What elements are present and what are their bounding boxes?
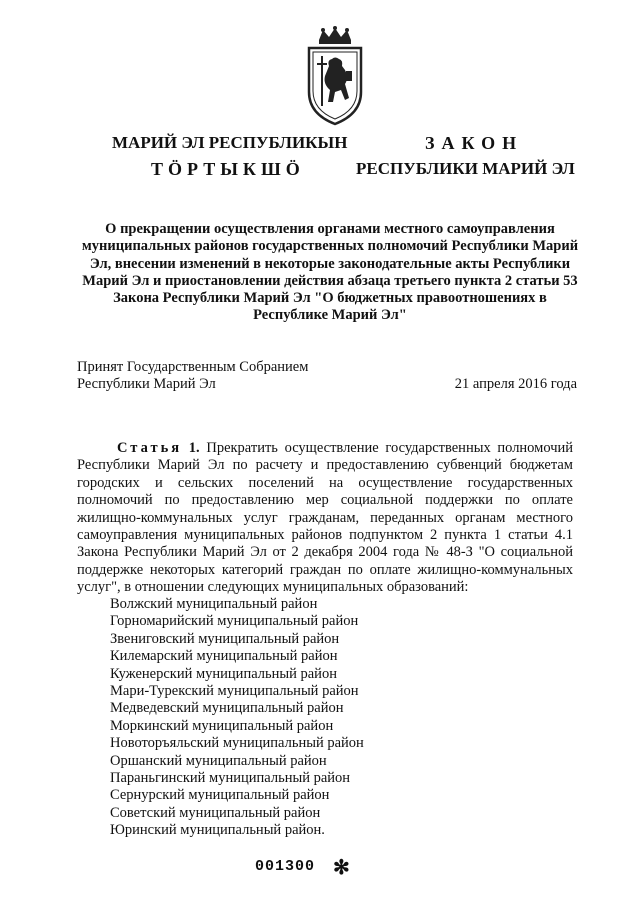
law-title: О прекращении осуществления органами местного самоуправления муниципальных районов государственных полномочий Республики Марий Эл, внесении изменений в некоторые законодательные акты Республики Марий Эл и приостановлении действия абзаца третьего пункта 2 статьи 53 Закона Республики Марий Эл "О бюджетных правоотношениях в Республике Марий Эл" bbox=[81, 221, 579, 324]
list-item: Юринский муниципальный район. bbox=[110, 822, 325, 839]
header-left-line2: ТӦРТЫКШӦ bbox=[151, 159, 305, 179]
list-item: Параньгинский муниципальный район bbox=[110, 770, 351, 787]
list-item: Волжский муниципальный район bbox=[110, 596, 318, 612]
list-item: Куженерский муниципальный район bbox=[110, 665, 337, 682]
article-heading-number: 1. bbox=[188, 440, 200, 456]
list-item: Новоторъяльский муниципальный район bbox=[110, 735, 364, 752]
header-left-line1: МАРИЙ ЭЛ РЕСПУБЛИКЫН bbox=[112, 133, 348, 152]
article-1 bbox=[77, 440, 573, 597]
adopted-line1 bbox=[77, 358, 577, 376]
adopted-line2 bbox=[77, 375, 577, 393]
list-item: Сернурский муниципальный район bbox=[110, 787, 330, 804]
header-right-line2: РЕСПУБЛИКИ МАРИЙ ЭЛ bbox=[356, 159, 575, 178]
adopted-by-text: Принят Государственным Собранием bbox=[77, 359, 309, 375]
adoption-date: 21 апреля 2016 года bbox=[454, 376, 577, 392]
article-heading-word: Статья bbox=[117, 440, 183, 456]
header-right-line1: ЗАКОН bbox=[425, 133, 524, 153]
document-serial-number: 001300 bbox=[255, 858, 316, 875]
list-item: Горномарийский муниципальный район bbox=[110, 613, 359, 630]
list-item: Оршанский муниципальный район bbox=[110, 752, 327, 769]
adopted-by-republic: Республики Марий Эл bbox=[77, 376, 216, 392]
list-item: Мари-Турекский муниципальный район bbox=[110, 683, 359, 700]
list-item: Звениговский муниципальный район bbox=[110, 630, 340, 647]
article-1-heading bbox=[117, 440, 200, 456]
list-item: Медведевский муниципальный район bbox=[110, 700, 344, 717]
list-item: Моркинский муниципальный район bbox=[110, 717, 334, 734]
list-item: Советский муниципальный район bbox=[110, 804, 321, 821]
asterisk-mark-icon: ✻ bbox=[333, 857, 350, 879]
article-1-text: Прекратить осуществление государственных полномочий Республики Марий Эл по расчету и предоставлению субвенций бюджетам городских и сельских поселений на осуществление государственных полномочий по предоставлению мер социальной поддержки по оплате жилищно-коммунальных услуг гражданам, переданных органам местного самоуправления муниципальных районов подпунктом 2 пункта 1 статьи 4.1 Закона Республики Марий Эл от 2 декабря 2004 года № 48-З "О социальной поддержке некоторых категорий граждан по оплате жилищно-коммунальных услуг", в отношении следующих муниципальных образований: bbox=[77, 440, 574, 596]
coat-of-arms-emblem bbox=[305, 26, 365, 126]
list-item: Килемарский муниципальный район bbox=[110, 648, 338, 665]
district-list bbox=[110, 596, 364, 840]
